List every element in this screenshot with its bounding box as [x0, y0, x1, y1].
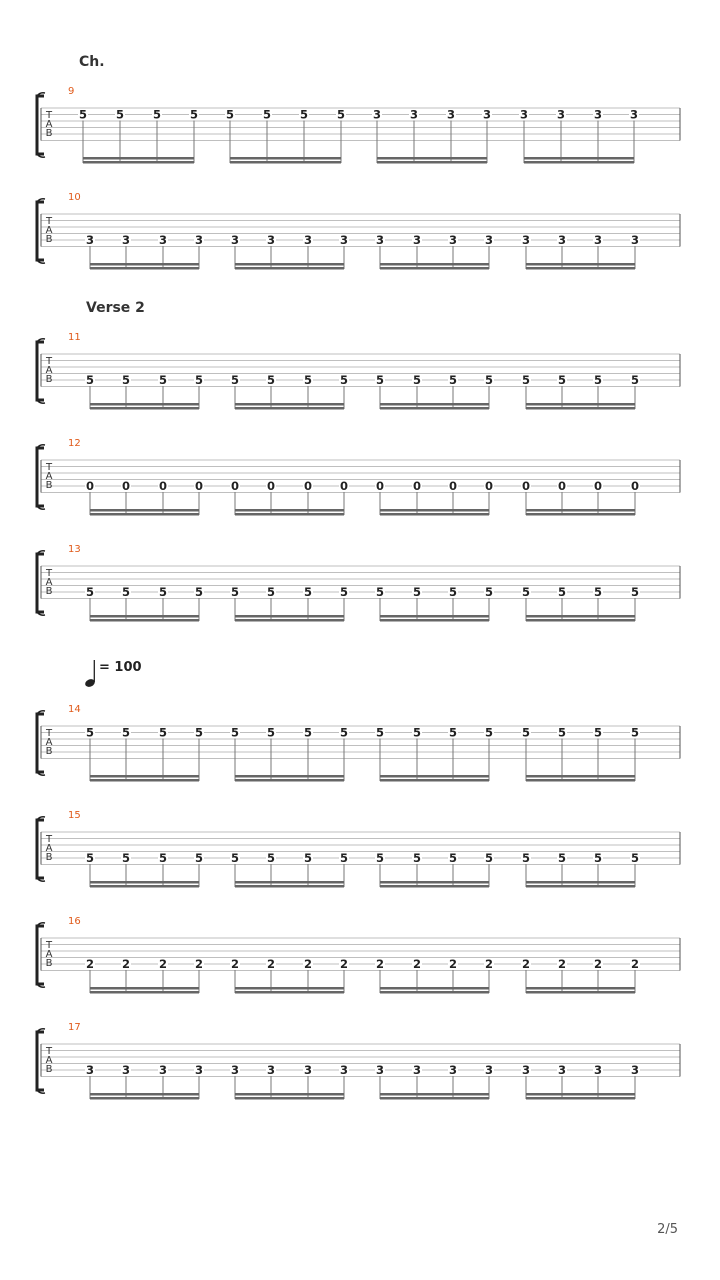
beam: [380, 403, 489, 406]
fret-number: 5: [557, 585, 567, 599]
fret-number: 0: [339, 479, 349, 493]
beam: [380, 885, 489, 888]
beam: [380, 1097, 489, 1100]
measure-number: 9: [68, 86, 75, 97]
tab-clef-letter: A: [45, 119, 53, 130]
fret-number: 3: [448, 1063, 458, 1077]
fret-number: 3: [409, 107, 419, 122]
fret-number: 5: [521, 373, 531, 387]
measure-number: 14: [68, 704, 81, 715]
beam: [90, 881, 199, 884]
fret-number: 0: [230, 479, 240, 493]
fret-number: 5: [121, 851, 131, 865]
beam: [90, 407, 199, 410]
tab-clef-letter: A: [45, 577, 53, 588]
tab-clef-letter: T: [45, 1046, 53, 1057]
beam: [235, 509, 344, 512]
fret-number: 3: [375, 233, 385, 247]
fret-number: 5: [85, 725, 95, 740]
tab-staff: [0, 714, 720, 804]
tab-staff: [0, 342, 720, 432]
beam: [83, 161, 194, 164]
tab-system: [0, 86, 720, 206]
fret-number: 0: [194, 479, 204, 493]
tab-clef-letter: A: [45, 365, 53, 376]
beam: [235, 881, 344, 884]
beam: [380, 407, 489, 410]
beam: [90, 987, 199, 990]
measure-number: 13: [68, 544, 81, 555]
fret-number: 5: [484, 585, 494, 599]
fret-number: 5: [521, 585, 531, 599]
fret-number: 0: [484, 479, 494, 493]
tab-clef-letter: B: [45, 958, 53, 969]
beam: [90, 1097, 199, 1100]
beam: [235, 1093, 344, 1096]
fret-number: 5: [448, 725, 458, 740]
fret-number: 3: [593, 107, 603, 122]
fret-number: 0: [85, 479, 95, 493]
beam: [526, 885, 635, 888]
measure-number: 17: [68, 1022, 81, 1033]
beam: [380, 263, 489, 266]
fret-number: 0: [593, 479, 603, 493]
beam: [235, 513, 344, 516]
fret-number: 2: [448, 957, 458, 971]
beam: [90, 1093, 199, 1096]
measure-number: 12: [68, 438, 81, 449]
fret-number: 5: [336, 107, 346, 122]
fret-number: 3: [85, 1063, 95, 1077]
beam: [235, 987, 344, 990]
beam: [235, 1097, 344, 1100]
fret-number: 3: [230, 233, 240, 247]
tab-clef-letter: A: [45, 225, 53, 236]
beam: [90, 513, 199, 516]
tab-system: [0, 544, 720, 664]
beam: [235, 775, 344, 778]
beam: [526, 267, 635, 270]
beam: [83, 157, 194, 160]
tab-clef-letter: T: [45, 728, 53, 739]
beam: [235, 407, 344, 410]
beam: [380, 619, 489, 622]
measure-number: 10: [68, 192, 81, 203]
fret-number: 5: [230, 851, 240, 865]
fret-number: 5: [630, 373, 640, 387]
tab-staff: [0, 554, 720, 644]
beam: [90, 779, 199, 782]
beam: [526, 775, 635, 778]
fret-number: 5: [593, 585, 603, 599]
tab-clef-letter: B: [45, 128, 53, 139]
fret-number: 3: [556, 107, 566, 122]
tab-clef-letter: B: [45, 480, 53, 491]
fret-number: 3: [303, 1063, 313, 1077]
section-label-chorus: Ch.: [79, 54, 105, 70]
fret-number: 5: [158, 585, 168, 599]
fret-number: 3: [521, 233, 531, 247]
fret-number: 3: [339, 1063, 349, 1077]
fret-number: 5: [266, 725, 276, 740]
fret-number: 5: [375, 851, 385, 865]
fret-number: 3: [412, 1063, 422, 1077]
beam: [235, 885, 344, 888]
fret-number: 2: [339, 957, 349, 971]
fret-number: 5: [158, 373, 168, 387]
beam: [380, 881, 489, 884]
fret-number: 5: [266, 373, 276, 387]
fret-number: 0: [630, 479, 640, 493]
beam: [90, 509, 199, 512]
page-number: 2/5: [657, 1222, 678, 1237]
beam: [377, 157, 487, 160]
fret-number: 3: [266, 233, 276, 247]
tab-system: [0, 192, 720, 312]
tab-clef-letter: A: [45, 843, 53, 854]
beam: [230, 157, 341, 160]
beam: [526, 991, 635, 994]
fret-number: 2: [194, 957, 204, 971]
beam: [235, 619, 344, 622]
fret-number: 5: [448, 373, 458, 387]
tab-clef-letter: A: [45, 471, 53, 482]
fret-number: 5: [121, 585, 131, 599]
fret-number: 2: [412, 957, 422, 971]
fret-number: 3: [484, 233, 494, 247]
tab-staff: [0, 96, 720, 186]
fret-number: 5: [189, 107, 199, 122]
fret-number: 5: [194, 585, 204, 599]
fret-number: 2: [85, 957, 95, 971]
tab-system: [0, 916, 720, 1036]
fret-number: 2: [303, 957, 313, 971]
tab-staff: [0, 448, 720, 538]
fret-number: 5: [85, 585, 95, 599]
fret-number: 5: [557, 373, 567, 387]
beam: [526, 263, 635, 266]
fret-number: 3: [121, 1063, 131, 1077]
fret-number: 2: [375, 957, 385, 971]
beam: [235, 403, 344, 406]
beam: [235, 263, 344, 266]
fret-number: 3: [484, 1063, 494, 1077]
tab-staff: [0, 1032, 720, 1122]
fret-number: 5: [593, 851, 603, 865]
section-label-verse-2: Verse 2: [86, 300, 145, 316]
beam: [380, 509, 489, 512]
fret-number: 2: [266, 957, 276, 971]
beam: [90, 403, 199, 406]
fret-number: 5: [303, 373, 313, 387]
fret-number: 3: [339, 233, 349, 247]
beam: [380, 987, 489, 990]
beam: [526, 619, 635, 622]
fret-number: 2: [484, 957, 494, 971]
tab-clef-letter: T: [45, 462, 53, 473]
beam: [526, 509, 635, 512]
beam: [380, 775, 489, 778]
fret-number: 5: [121, 373, 131, 387]
beam: [90, 775, 199, 778]
tab-clef-letter: A: [45, 737, 53, 748]
tab-clef-letter: T: [45, 110, 53, 121]
tab-clef-letter: B: [45, 234, 53, 245]
fret-number: 5: [158, 725, 168, 740]
fret-number: 5: [299, 107, 309, 122]
beam: [380, 991, 489, 994]
fret-number: 0: [557, 479, 567, 493]
fret-number: 2: [158, 957, 168, 971]
fret-number: 5: [262, 107, 272, 122]
fret-number: 5: [593, 725, 603, 740]
fret-number: 0: [303, 479, 313, 493]
tab-staff: [0, 202, 720, 292]
beam: [526, 407, 635, 410]
tab-system: [0, 810, 720, 930]
fret-number: 5: [484, 725, 494, 740]
fret-number: 3: [158, 233, 168, 247]
fret-number: 3: [482, 107, 492, 122]
fret-number: 5: [339, 585, 349, 599]
fret-number: 5: [121, 725, 131, 740]
fret-number: 5: [484, 851, 494, 865]
beam: [90, 619, 199, 622]
beam: [380, 779, 489, 782]
fret-number: 5: [630, 725, 640, 740]
fret-number: 0: [448, 479, 458, 493]
tab-clef-letter: T: [45, 568, 53, 579]
measure-number: 15: [68, 810, 81, 821]
tab-staff: [0, 926, 720, 1016]
fret-number: 0: [521, 479, 531, 493]
fret-number: 3: [372, 107, 382, 122]
fret-number: 5: [484, 373, 494, 387]
measure-number: 16: [68, 916, 81, 927]
fret-number: 3: [194, 1063, 204, 1077]
fret-number: 3: [630, 1063, 640, 1077]
tab-clef-letter: B: [45, 374, 53, 385]
beam: [235, 615, 344, 618]
beam: [380, 615, 489, 618]
beam: [235, 267, 344, 270]
fret-number: 5: [412, 585, 422, 599]
fret-number: 3: [629, 107, 639, 122]
beam: [235, 779, 344, 782]
tab-clef-letter: T: [45, 940, 53, 951]
fret-number: 5: [230, 373, 240, 387]
beam: [526, 1093, 635, 1096]
fret-number: 0: [121, 479, 131, 493]
beam: [526, 1097, 635, 1100]
beam: [526, 881, 635, 884]
fret-number: 5: [303, 725, 313, 740]
fret-number: 5: [230, 725, 240, 740]
fret-number: 5: [339, 373, 349, 387]
fret-number: 5: [375, 725, 385, 740]
fret-number: 3: [630, 233, 640, 247]
tab-clef-letter: T: [45, 216, 53, 227]
fret-number: 5: [557, 725, 567, 740]
fret-number: 3: [375, 1063, 385, 1077]
fret-number: 0: [412, 479, 422, 493]
tab-clef-letter: B: [45, 586, 53, 597]
beam: [90, 615, 199, 618]
fret-number: 5: [158, 851, 168, 865]
tab-clef-letter: T: [45, 356, 53, 367]
fret-number: 3: [194, 233, 204, 247]
fret-number: 5: [303, 585, 313, 599]
beam: [90, 885, 199, 888]
beam: [526, 403, 635, 406]
beam: [526, 987, 635, 990]
tab-clef-letter: B: [45, 852, 53, 863]
fret-number: 5: [412, 851, 422, 865]
beam: [380, 267, 489, 270]
fret-number: 5: [85, 373, 95, 387]
fret-number: 5: [339, 851, 349, 865]
beam: [526, 779, 635, 782]
tab-staff: [0, 820, 720, 910]
fret-number: 5: [194, 373, 204, 387]
fret-number: 3: [446, 107, 456, 122]
fret-number: 5: [194, 851, 204, 865]
fret-number: 2: [230, 957, 240, 971]
fret-number: 2: [630, 957, 640, 971]
fret-number: 3: [230, 1063, 240, 1077]
fret-number: 5: [78, 107, 88, 122]
fret-number: 3: [557, 1063, 567, 1077]
tab-clef-letter: A: [45, 1055, 53, 1066]
fret-number: 3: [412, 233, 422, 247]
beam: [380, 1093, 489, 1096]
tab-system: [0, 704, 720, 824]
fret-number: 2: [557, 957, 567, 971]
fret-number: 3: [121, 233, 131, 247]
fret-number: 3: [266, 1063, 276, 1077]
measure-number: 11: [68, 332, 81, 343]
fret-number: 3: [85, 233, 95, 247]
beam: [526, 615, 635, 618]
beam: [235, 991, 344, 994]
fret-number: 0: [158, 479, 168, 493]
beam: [524, 157, 634, 160]
beam: [90, 263, 199, 266]
beam: [90, 991, 199, 994]
fret-number: 3: [519, 107, 529, 122]
beam: [90, 267, 199, 270]
beam: [524, 161, 634, 164]
fret-number: 5: [375, 373, 385, 387]
fret-number: 2: [521, 957, 531, 971]
tab-clef-letter: A: [45, 949, 53, 960]
fret-number: 5: [521, 851, 531, 865]
fret-number: 3: [158, 1063, 168, 1077]
fret-number: 3: [593, 1063, 603, 1077]
fret-number: 5: [266, 851, 276, 865]
fret-number: 5: [339, 725, 349, 740]
fret-number: 5: [557, 851, 567, 865]
fret-number: 3: [521, 1063, 531, 1077]
fret-number: 5: [230, 585, 240, 599]
fret-number: 2: [121, 957, 131, 971]
fret-number: 5: [194, 725, 204, 740]
tab-system: [0, 1022, 720, 1142]
tab-system: [0, 332, 720, 452]
fret-number: 5: [412, 725, 422, 740]
fret-number: 2: [593, 957, 603, 971]
fret-number: 5: [412, 373, 422, 387]
fret-number: 5: [375, 585, 385, 599]
fret-number: 5: [448, 585, 458, 599]
fret-number: 3: [448, 233, 458, 247]
fret-number: 5: [630, 851, 640, 865]
beam: [377, 161, 487, 164]
fret-number: 5: [85, 851, 95, 865]
fret-number: 3: [593, 233, 603, 247]
fret-number: 5: [152, 107, 162, 122]
tab-clef-letter: B: [45, 1064, 53, 1075]
fret-number: 3: [303, 233, 313, 247]
fret-number: 5: [266, 585, 276, 599]
beam: [230, 161, 341, 164]
fret-number: 5: [115, 107, 125, 122]
tempo-text: = 100: [99, 660, 142, 675]
fret-number: 0: [375, 479, 385, 493]
fret-number: 5: [448, 851, 458, 865]
tab-system: [0, 438, 720, 558]
fret-number: 3: [557, 233, 567, 247]
tab-clef-letter: T: [45, 834, 53, 845]
fret-number: 0: [266, 479, 276, 493]
beam: [380, 513, 489, 516]
fret-number: 5: [303, 851, 313, 865]
fret-number: 5: [593, 373, 603, 387]
beam: [526, 513, 635, 516]
tab-clef-letter: B: [45, 746, 53, 757]
fret-number: 5: [630, 585, 640, 599]
fret-number: 5: [521, 725, 531, 740]
fret-number: 5: [225, 107, 235, 122]
